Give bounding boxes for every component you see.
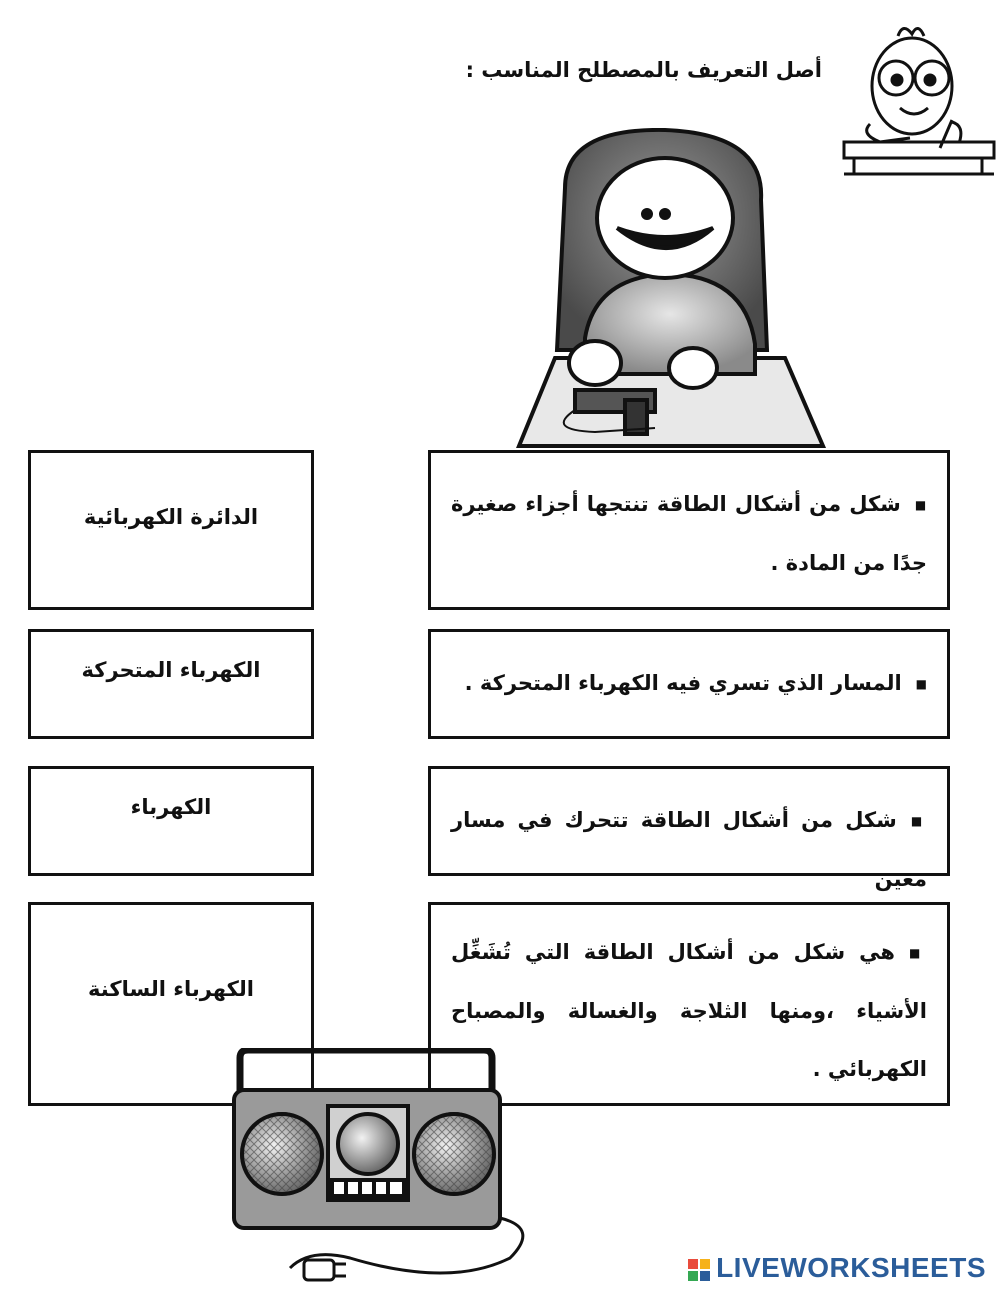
liveworksheets-logo[interactable] — [688, 1252, 986, 1284]
bullet-icon: ■ — [914, 498, 927, 512]
liveworksheets-logo-icon — [688, 1259, 710, 1281]
radio-illustration — [230, 1048, 530, 1284]
definition-text-3: شكل من أشكال الطاقة تتحرك في مسار معين — [451, 808, 927, 891]
student-writing-icon — [840, 16, 998, 176]
bullet-icon: ■ — [915, 677, 927, 691]
definition-box-2[interactable] — [428, 629, 950, 739]
bullet-icon: ■ — [909, 946, 928, 960]
term-text-3: الكهرباء — [130, 795, 212, 819]
girl-with-circuit-illustration — [515, 128, 827, 450]
term-text-2: الكهرباء المتحركة — [81, 658, 261, 682]
definition-text-1: شكل من أشكال الطاقة تنتجها أجزاء صغيرة جدًا من المادة . — [451, 492, 927, 575]
definition-text-4: هي شكل من أشكال الطاقة التي تُشَغِّل الأشياء ،ومنها الثلاجة والغسالة والمصباح الكهربائي . — [451, 940, 927, 1081]
logo-text: LIVEWORKSHEETS — [716, 1252, 986, 1283]
term-box-1[interactable] — [28, 450, 314, 610]
definition-box-1[interactable] — [428, 450, 950, 610]
instruction-title: أصل التعريف بالمصطلح المناسب : — [465, 58, 822, 82]
term-text-4: الكهرباء الساكنة — [88, 977, 254, 1001]
bullet-icon: ■ — [910, 814, 928, 828]
definition-box-3[interactable] — [428, 766, 950, 891]
term-box-2[interactable] — [28, 629, 314, 739]
term-box-3[interactable] — [28, 766, 314, 876]
term-text-1: الدائرة الكهربائية — [83, 505, 259, 529]
definition-text-2: المسار الذي تسري فيه الكهرباء المتحركة . — [464, 671, 902, 695]
